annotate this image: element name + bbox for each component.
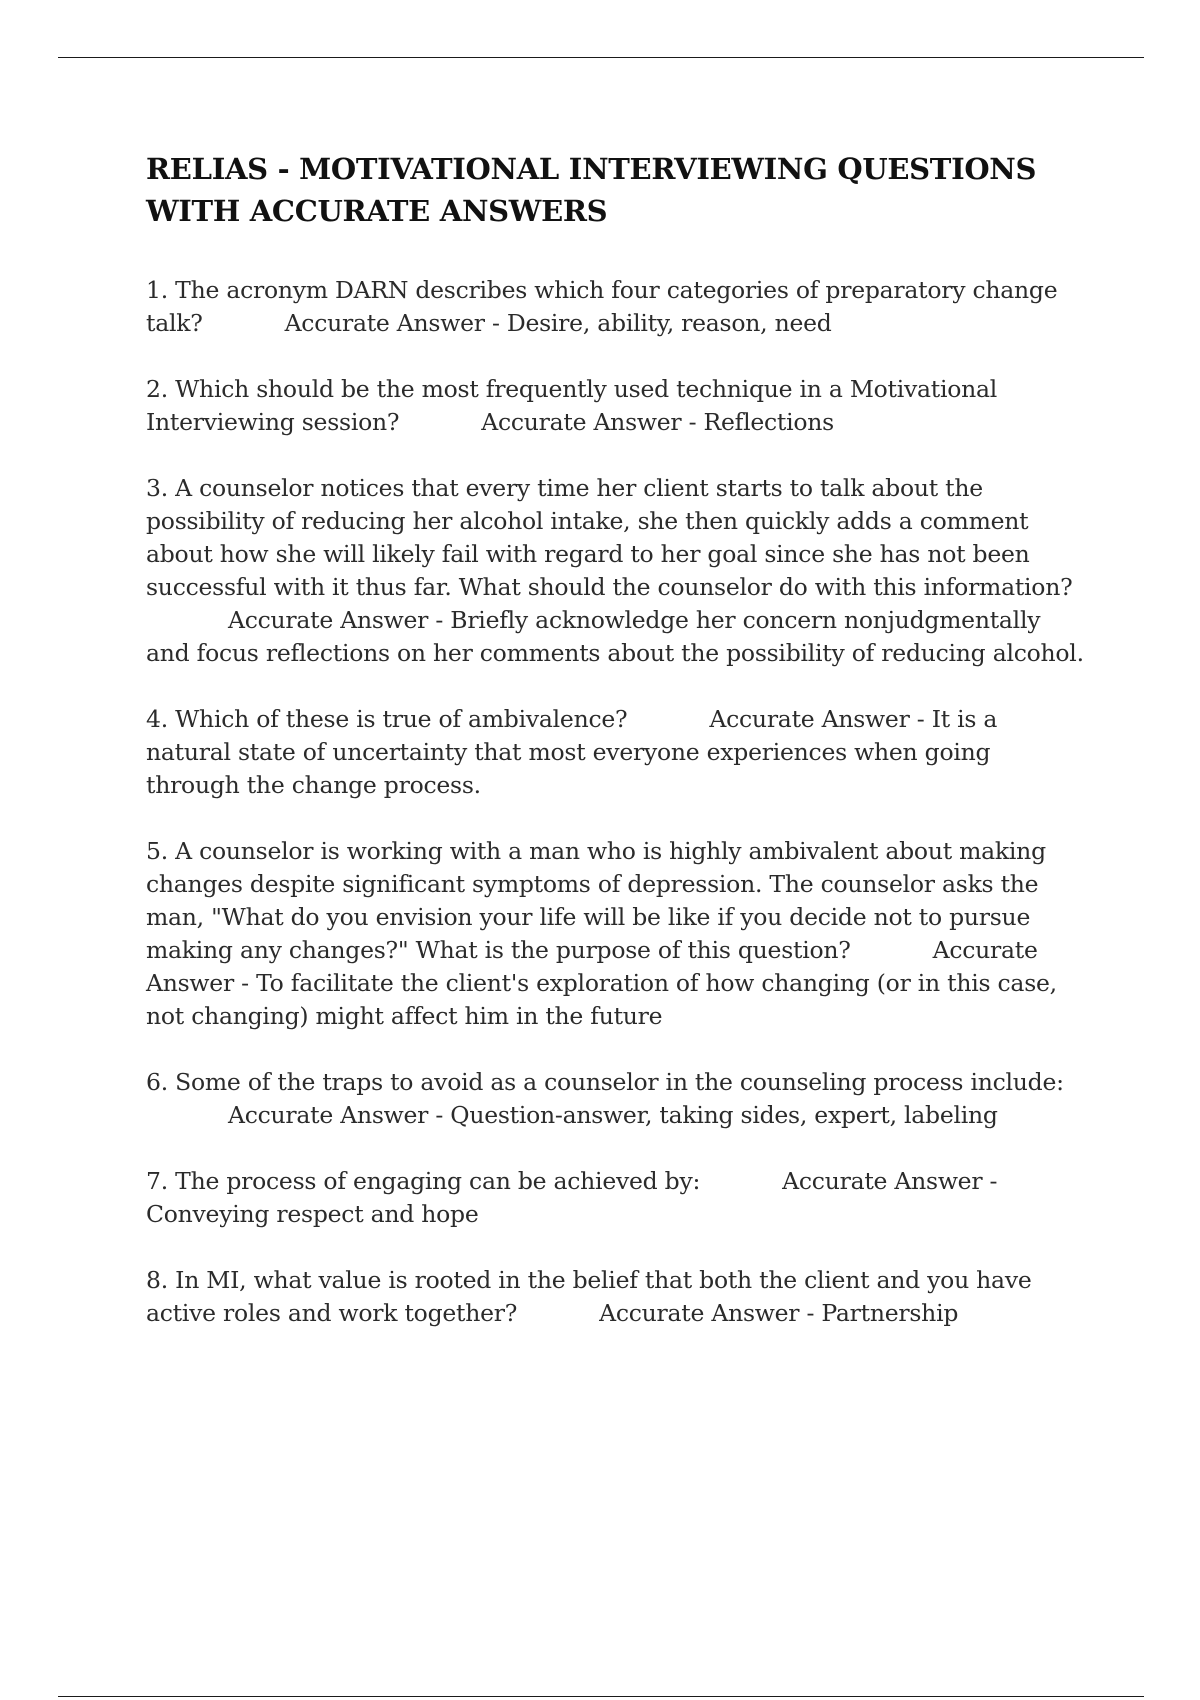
question-text: The acronym DARN describes which four categories of preparatory change talk? <box>146 276 1058 337</box>
qa-item-6 <box>146 1066 1084 1132</box>
question-number: 3. <box>146 474 168 502</box>
answer-prefix: Accurate Answer - <box>599 1299 822 1327</box>
question-number: 6. <box>146 1068 168 1096</box>
answer-text: Question-answer, taking sides, expert, labeling <box>450 1101 998 1129</box>
qa-item-7 <box>146 1165 1084 1231</box>
answer-text: Briefly acknowledge her concern nonjudgmentally and focus reflections on her comments about the possibility of reducing alcohol. <box>146 606 1084 667</box>
document-title: RELIAS - MOTIVATIONAL INTERVIEWING QUESTIONS WITH ACCURATE ANSWERS <box>146 152 1037 228</box>
question-text: Which should be the most frequently used technique in a Motivational Interviewing session? <box>146 375 998 436</box>
question-text: Which of these is true of ambivalence? <box>175 705 628 733</box>
answer-prefix: Accurate Answer - <box>782 1167 998 1195</box>
answer-text: Partnership <box>821 1299 959 1327</box>
answer-text: To facilitate the client's exploration of how changing (or in this case, not changing) might affect him in the future <box>146 969 1057 1030</box>
answer-text: Conveying respect and hope <box>146 1200 479 1228</box>
answer-prefix: Accurate Answer - <box>481 408 704 436</box>
question-text: Some of the traps to avoid as a counselor in the counseling process include: <box>175 1068 1064 1096</box>
qa-item-4 <box>146 703 1084 802</box>
qa-item-2 <box>146 373 1084 439</box>
qa-list <box>146 274 1084 1330</box>
question-text: A counselor is working with a man who is highly ambivalent about making changes despite significant symptoms of depression. The counselor asks the man, "What do you envision your life will be like if you decide not to pursue making any changes?" What is the purpose of this question? <box>146 837 1046 964</box>
question-number: 2. <box>146 375 168 403</box>
question-text: In MI, what value is rooted in the belief that both the client and you have active roles and work together? <box>146 1266 1032 1327</box>
answer-prefix: Accurate Answer - <box>284 309 507 337</box>
qa-item-8 <box>146 1264 1084 1330</box>
question-text: The process of engaging can be achieved by: <box>175 1167 701 1195</box>
qa-item-1 <box>146 274 1084 340</box>
top-rule <box>58 57 1144 58</box>
question-number: 8. <box>146 1266 168 1294</box>
answer-text: It is a natural state of uncertainty that most everyone experiences when going through the change process. <box>146 705 998 799</box>
question-number: 1. <box>146 276 168 304</box>
answer-prefix: Accurate Answer - <box>146 936 1038 997</box>
bottom-rule <box>58 1696 1144 1697</box>
question-number: 4. <box>146 705 168 733</box>
question-text: A counselor notices that every time her client starts to talk about the possibility of reducing her alcohol intake, she then quickly adds a comment about how she will likely fail with regard to her goal since she has not been successful with it thus far. What should the counselor do with this information? <box>146 474 1073 601</box>
answer-prefix: Accurate Answer - <box>228 606 451 634</box>
question-number: 5. <box>146 837 168 865</box>
answer-text: Reflections <box>703 408 834 436</box>
document-body <box>146 148 1084 1363</box>
answer-prefix: Accurate Answer - <box>709 705 932 733</box>
question-number: 7. <box>146 1167 168 1195</box>
qa-item-5 <box>146 835 1084 1033</box>
qa-item-3 <box>146 472 1084 670</box>
answer-text: Desire, ability, reason, need <box>506 309 832 337</box>
answer-prefix: Accurate Answer - <box>228 1101 451 1129</box>
